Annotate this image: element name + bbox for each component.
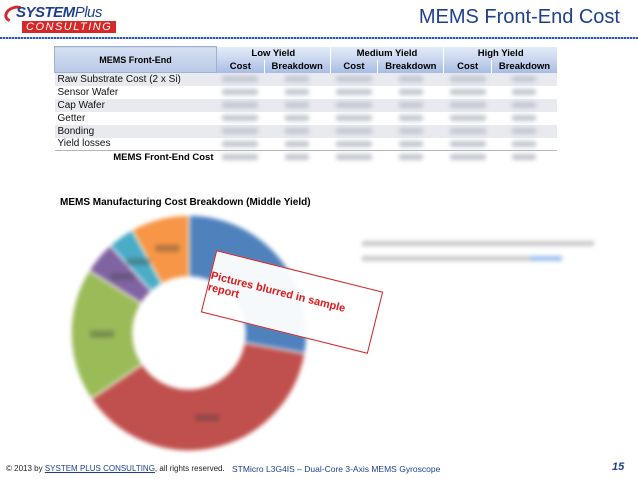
- blurred-total-value: [491, 151, 557, 164]
- blurred-value: [264, 112, 330, 125]
- blurred-value: [378, 138, 444, 151]
- table-corner-label: MEMS Front-End: [55, 47, 217, 73]
- blurred-value: [444, 86, 492, 99]
- sub-header-cost: Cost: [217, 60, 265, 73]
- note-line: [362, 241, 594, 246]
- blurred-slice-label: [126, 258, 150, 265]
- logo-wordmark: SYSTEMPlus: [16, 4, 102, 21]
- row-label: Bonding: [57, 125, 95, 137]
- group-low-yield: Low Yield: [217, 47, 331, 60]
- blurred-value: [444, 99, 492, 112]
- blurred-total-value: [217, 151, 265, 164]
- blurred-total-value: [264, 151, 330, 164]
- group-high-yield: High Yield: [444, 47, 557, 60]
- sub-header-cost: Cost: [330, 60, 378, 73]
- blurred-value: [330, 99, 378, 112]
- blurred-value: [378, 112, 444, 125]
- row-label: Raw Substrate Cost (2 x Si): [57, 73, 181, 85]
- blurred-slice-label: [195, 414, 219, 421]
- front-end-cost-table: [54, 46, 557, 164]
- sub-header-breakdown: Breakdown: [491, 60, 557, 73]
- blurred-value: [491, 125, 557, 138]
- blurred-value: [330, 112, 378, 125]
- table-row: [55, 86, 558, 99]
- total-label: MEMS Front-End Cost: [55, 151, 217, 164]
- sub-header-breakdown: Breakdown: [378, 60, 444, 73]
- blurred-value: [264, 86, 330, 99]
- blurred-value: [264, 73, 330, 86]
- blurred-value: [217, 99, 265, 112]
- copyright-suffix: , all rights reserved.: [154, 464, 225, 473]
- note-line: [362, 256, 562, 261]
- stamp-text: Pictures blurred in sample report: [206, 269, 347, 315]
- blurred-value: [444, 125, 492, 138]
- copyright-prefix: © 2013 by: [6, 464, 43, 473]
- blurred-value: [264, 99, 330, 112]
- blurred-value: [217, 112, 265, 125]
- blurred-value: [330, 86, 378, 99]
- blurred-value: [217, 86, 265, 99]
- total-row: [55, 151, 558, 164]
- blurred-value: [491, 112, 557, 125]
- blurred-value: [491, 138, 557, 151]
- row-label: Sensor Wafer: [57, 86, 119, 98]
- page-number: 15: [612, 461, 625, 473]
- blurred-value: [491, 86, 557, 99]
- copyright-link[interactable]: SYSTEM PLUS CONSULTING: [44, 464, 155, 473]
- footer-copyright: [6, 464, 225, 473]
- blurred-value: [491, 73, 557, 86]
- row-label: Cap Wafer: [57, 99, 105, 111]
- blurred-value: [217, 125, 265, 138]
- table-row: [55, 125, 558, 138]
- group-medium-yield: Medium Yield: [330, 47, 444, 60]
- blurred-value: [378, 125, 444, 138]
- row-label: Getter: [57, 112, 86, 124]
- blurred-value: [491, 99, 557, 112]
- blurred-value: [444, 112, 492, 125]
- blurred-value: [330, 73, 378, 86]
- blurred-value: [378, 99, 444, 112]
- blurred-value: [330, 138, 378, 151]
- blurred-slice-label: [110, 273, 134, 280]
- blurred-value: [378, 73, 444, 86]
- chart-note-blurred: [362, 236, 598, 261]
- systemplus-logo: [4, 4, 146, 34]
- blurred-value: [217, 73, 265, 86]
- logo-consulting: CONSULTING: [22, 21, 116, 33]
- table-row: [55, 112, 558, 125]
- blurred-slice-label: [155, 245, 179, 252]
- blurred-value: [444, 73, 492, 86]
- blurred-value: [444, 138, 492, 151]
- table-row: [55, 99, 558, 112]
- row-label: Yield losses: [57, 138, 111, 150]
- chart-title: MEMS Manufacturing Cost Breakdown (Middle Yield): [60, 197, 311, 208]
- footer-doc-title: STMicro L3G4IS – Dual-Core 3-Axis MEMS Gyroscope: [232, 464, 441, 474]
- blurred-total-value: [444, 151, 492, 164]
- blurred-total-value: [378, 151, 444, 164]
- header-divider: [0, 37, 638, 39]
- page-title: MEMS Front-End Cost: [418, 6, 620, 28]
- blurred-value: [378, 86, 444, 99]
- blurred-total-value: [330, 151, 378, 164]
- table-row: [55, 138, 558, 151]
- table-row: [55, 73, 558, 86]
- blurred-value: [264, 125, 330, 138]
- blurred-slice-label: [90, 331, 114, 338]
- blurred-value: [264, 138, 330, 151]
- sub-header-cost: Cost: [444, 60, 492, 73]
- blurred-value: [217, 138, 265, 151]
- blurred-value: [330, 125, 378, 138]
- sub-header-breakdown: Breakdown: [264, 60, 330, 73]
